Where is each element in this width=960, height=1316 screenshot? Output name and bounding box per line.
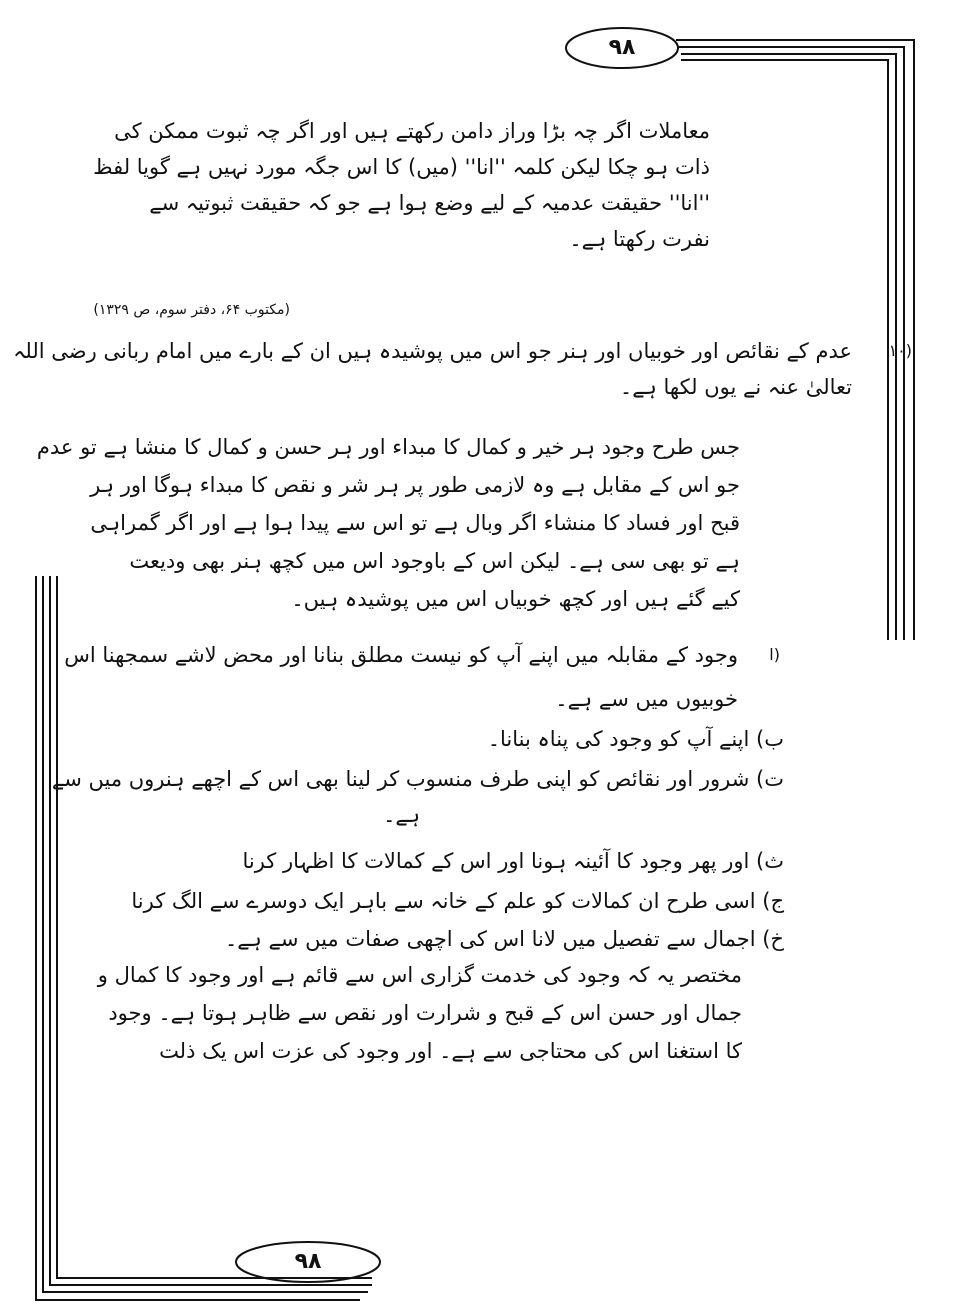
- quote-line-4: ہے تو بھی سی ہے۔ لیکن اس کے باوجود اس میں کچھ ہنر بھی ودیعت: [129, 549, 740, 573]
- sub-item-khe: خ) اجمال سے تفصیل میں لانا اس کی اچھی صفات میں سے ہے۔: [224, 927, 784, 951]
- quote-line-2: جو اس کے مقابل ہے وہ لازمی طور پر ہر شر و نقص کا مبداء ہوگا اور ہر: [90, 473, 740, 497]
- closing-line-3: کا استغنا اس کی محتاجی سے ہے۔ اور وجود کی عزت اس یک ذلت: [159, 1039, 742, 1063]
- sub-item-alif-marker: ا): [769, 645, 780, 664]
- quote-line-5: کیے گئے ہیں اور کچھ خوبیاں اس میں پوشیدہ ہیں۔: [291, 587, 740, 611]
- sub-item-jeem: ج) اسی طرح ان کمالات کو علم کے خانہ سے باہر ایک دوسرے سے الگ کرنا: [131, 889, 784, 913]
- sub-item-se: ث) اور پھر وجود کا آئینہ ہونا اور اس کے کمالات کا اظہار کرنا: [242, 849, 784, 873]
- item-number: ۱۰): [888, 341, 912, 360]
- quote-line-3: قبح اور فساد کا منشاء اگر وبال ہے تو اس سے پیدا ہوا ہے اور اگر گمراہی: [90, 511, 740, 535]
- quote-line-1: جس طرح وجود ہر خیر و کمال کا مبداء اور ہر حسن و کمال کا منشا ہے تو عدم: [36, 435, 740, 459]
- item-line-1: عدم کے نقائص اور خوبیاں اور ہنر جو اس میں پوشیدہ ہیں ان کے بارے میں امام ربانی رضی اللہ: [13, 339, 852, 363]
- sub-item-be: ب) اپنے آپ کو وجود کی پناہ بنانا۔: [487, 727, 784, 751]
- sub-item-alif-line-2: خوبیوں میں سے ہے۔: [555, 687, 738, 711]
- sub-item-te-line-2: ہے۔: [383, 803, 420, 827]
- closing-line-2: جمال اور حسن اس کے قبح و شرارت اور نقص سے ظاہر ہوتا ہے۔ وجود: [108, 1001, 742, 1025]
- intro-line-2: ذات ہو چکا لیکن کلمہ ''انا'' (میں) کا اس جگہ مورد نہیں ہے گویا لفظ: [93, 155, 710, 179]
- page-number-top: ٩٨: [608, 35, 636, 60]
- closing-line-1: مختصر یہ کہ وجود کی خدمت گزاری اس سے قائم ہے اور وجود کا کمال و: [97, 963, 742, 987]
- sub-item-alif-line-1: وجود کے مقابلہ میں اپنے آپ کو نیست مطلق بنانا اور محض لاشے سمجھنا اس: [64, 643, 738, 667]
- page-number-bottom: ٩٨: [294, 1249, 322, 1274]
- item-line-2: تعالیٰ عنہ نے یوں لکھا ہے۔: [619, 375, 852, 399]
- intro-line-3: ''انا'' حقیقت عدمیہ کے لیے وضع ہوا ہے جو کہ حقیقت ثبوتیہ سے: [149, 191, 710, 215]
- intro-line-1: معاملات اگر چہ بڑا وراز دامن رکھتے ہیں اور اگر چہ ثبوت ممکن کی: [114, 119, 710, 143]
- sub-item-te-line-1: ت) شرور اور نقائص کو اپنی طرف منسوب کر لینا بھی اس کے اچھے ہنروں میں سے: [51, 767, 784, 791]
- reference: (مکتوب ۶۴، دفتر سوم، ص ۱۳۲۹): [93, 302, 290, 318]
- intro-line-4: نفرت رکھتا ہے۔: [569, 227, 710, 251]
